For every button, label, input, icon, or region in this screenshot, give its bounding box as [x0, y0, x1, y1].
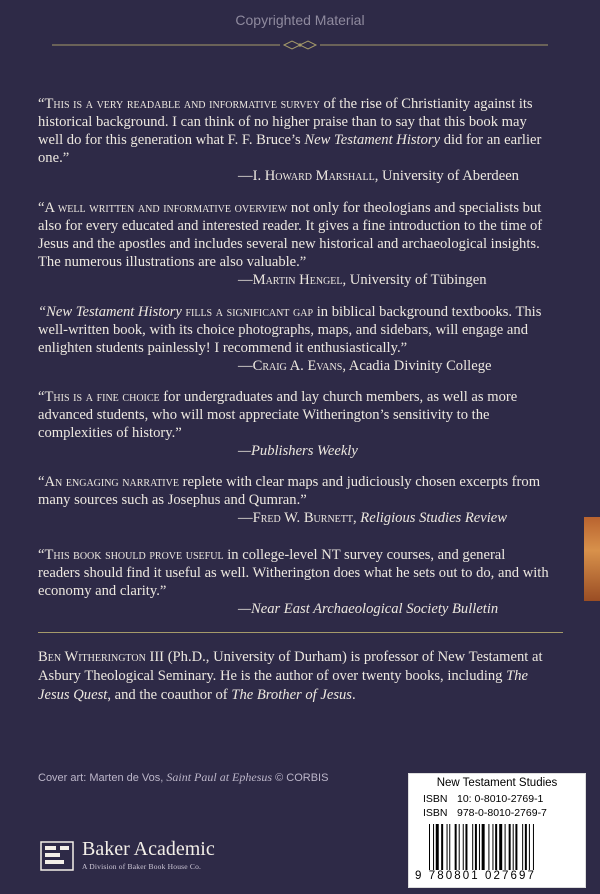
endorsement-quote — [38, 546, 550, 618]
isbn-10-line — [423, 793, 543, 805]
cover-art-title: Saint Paul at Ephesus — [166, 770, 273, 784]
publisher-name: Baker Academic — [82, 838, 215, 860]
isbn-10-value: 10: 0-8010-2769-1 — [457, 793, 544, 805]
quote-body: in college-level NT survey courses, and general readers should find it useful as well. Witherington does what he sets out to do, and with economy and clarity.” — [38, 547, 549, 599]
attribution-name: —I. Howard Marshall — [238, 168, 375, 184]
attribution-institution: , University of Aberdeen — [374, 168, 519, 184]
quote-lead: “This book should prove useful — [38, 547, 224, 563]
publisher-subtitle: A Division of Baker Book House Co. — [82, 862, 202, 871]
attribution-name: —Martin Hengel — [238, 272, 343, 288]
cover-edge-tab — [584, 517, 600, 601]
attribution-separator: , — [353, 510, 361, 526]
isbn-label: ISBN — [423, 793, 448, 805]
isbn-13-value: 978-0-8010-2769-7 — [457, 807, 547, 819]
quote-lead: “An engaging narrative — [38, 474, 179, 490]
attribution-institution: , Acadia Divinity College — [342, 358, 492, 374]
quote-attribution — [38, 600, 550, 618]
quote-body: did for an earlier one.” — [38, 132, 542, 166]
quote-lead: “A well written and informative overview — [38, 200, 288, 216]
attribution-name: —Craig A. Evans — [238, 358, 343, 374]
isbn-label: ISBN — [423, 807, 448, 819]
endorsement-quote — [38, 199, 550, 289]
endorsement-quote — [38, 303, 550, 375]
quote-attribution — [38, 167, 550, 185]
bio-text: , and the coauthor of — [107, 687, 232, 703]
quote-lead: “This is a very readable and informative survey — [38, 96, 320, 112]
author-bio — [38, 648, 563, 705]
endorsement-quote — [38, 388, 550, 460]
quote-body: in biblical background textbooks. This well-written book, with its choice photographs, maps, and sidebars, will engage and enlighten students painlessly! I recommend it enthusiastically.” — [38, 304, 542, 356]
endorsement-quote — [38, 473, 550, 527]
author-name: Ben Witherington III — [38, 649, 165, 665]
quote-attribution — [38, 271, 550, 289]
isbn-13-line — [423, 807, 547, 819]
barcode-digits: 9 780801 027697 — [415, 870, 537, 882]
attribution-publication: Religious Studies Review — [360, 510, 508, 526]
baker-academic-logo-icon — [40, 841, 74, 871]
bio-text: (Ph.D., University of Durham) is professor of New Testament at Asbury Theological Seminary. He is the author of over twenty books, including — [38, 649, 543, 684]
bio-book-title: The Brother of Jesus — [231, 687, 352, 703]
bio-text: . — [351, 687, 356, 703]
bio-book-title: The Jesus Quest — [38, 668, 529, 703]
quote-book-title: “New Testament History — [38, 304, 182, 320]
quote-lead: “This is a fine choice — [38, 389, 160, 405]
quote-body: for undergraduates and lay church members, as well as more advanced students, who will most appreciate Witherington’s sensitivity to the complexities of history.” — [38, 389, 518, 441]
attribution-publication: —Publishers Weekly — [238, 443, 358, 459]
quote-attribution — [38, 509, 550, 527]
endorsement-quote — [38, 95, 550, 185]
barcode-category: New Testament Studies — [436, 777, 558, 789]
quote-body: replete with clear maps and judiciously chosen excerpts from many sources such as Josephus and Qumran.” — [38, 474, 541, 508]
quote-book-title: New Testament History — [304, 132, 441, 148]
cover-art-credit — [38, 770, 328, 785]
quote-attribution — [38, 442, 550, 460]
decorative-ornament-rule — [52, 40, 548, 50]
publisher-logo-block — [40, 838, 230, 878]
attribution-publication: —Near East Archaeological Society Bulletin — [238, 601, 499, 617]
barcode-bars — [429, 824, 574, 870]
quote-lead: fills a significant gap — [181, 304, 314, 320]
section-divider — [38, 632, 563, 633]
copyright-watermark: Copyrighted Material — [235, 12, 365, 28]
quote-body: of the rise of Christianity against its historical background. I can think of no higher praise than to say that this book may well do for this generation what F. F. Bruce’s — [38, 96, 533, 148]
cover-credit-suffix: © CORBIS — [272, 772, 329, 784]
quote-body: not only for theologians and specialists but also for every educated and interested reader. It gives a fine introduction to the time of Jesus and the apostles and includes several new historical and archaeological insights. The numerous illustrations are also valuable.” — [38, 200, 543, 270]
isbn-barcode-block — [408, 773, 586, 888]
cover-credit-prefix: Cover art: Marten de Vos, — [38, 772, 167, 784]
attribution-name: —Fred W. Burnett — [238, 510, 353, 526]
quote-attribution — [38, 357, 550, 375]
attribution-institution: , University of Tübingen — [342, 272, 487, 288]
